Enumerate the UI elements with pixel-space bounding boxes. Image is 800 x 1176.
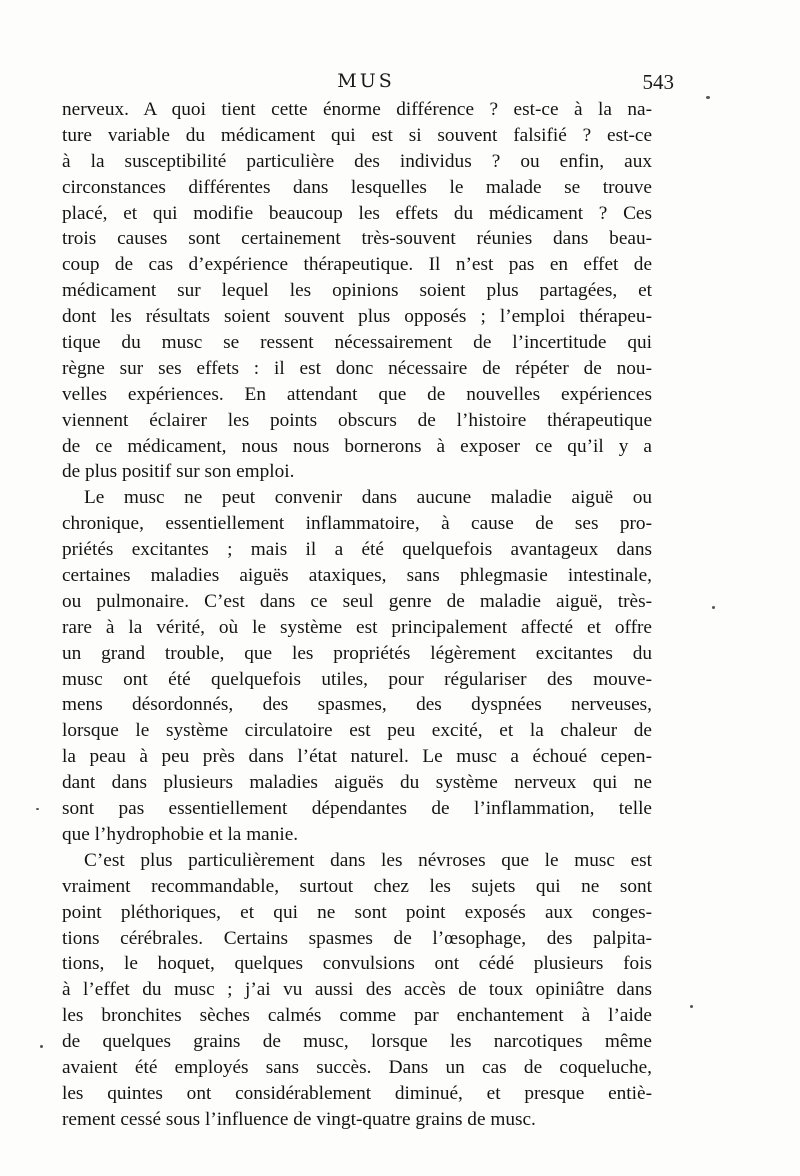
- text-line: vraiment recommandable, surtout chez les sujets qui ne sont: [62, 875, 652, 897]
- print-speck: [36, 808, 39, 810]
- text-line: priétés excitantes ; mais il a été quelquefois avantageux dans: [62, 539, 652, 561]
- text-line: Le musc ne peut convenir dans aucune maladie aiguë ou: [84, 487, 652, 509]
- text-line: coup de cas d’expérience thérapeutique. Il n’est pas en effet de: [62, 254, 652, 276]
- page-number: 543: [642, 70, 674, 94]
- text-line: un grand trouble, que les propriétés légèrement excitantes du: [62, 642, 652, 664]
- print-speck: [690, 1005, 693, 1008]
- text-line: rement cessé sous l’influence de vingt-quatre grains de musc.: [62, 1108, 536, 1130]
- text-line: à la susceptibilité particulière des individus ? ou enfin, aux: [62, 150, 652, 172]
- text-line: mens désordonnés, des spasmes, des dyspnées nerveuses,: [62, 694, 652, 716]
- text-line: règne sur ses effets : il est donc nécessaire de répéter de nou-: [62, 357, 652, 379]
- text-line: trois causes sont certainement très-souvent réunies dans beau-: [62, 228, 652, 250]
- text-line: sont pas essentiellement dépendantes de l’inflammation, telle: [62, 798, 652, 820]
- text-line: médicament sur lequel les opinions soient plus partagées, et: [62, 280, 652, 302]
- text-line: tique du musc se ressent nécessairement de l’incertitude qui: [62, 332, 652, 354]
- text-line: ou pulmonaire. C’est dans ce seul genre de maladie aiguë, très-: [62, 590, 652, 612]
- text-line: dont les résultats soient souvent plus opposés ; l’emploi thérapeu-: [62, 306, 652, 328]
- text-line: point pléthoriques, et qui ne sont point exposés aux conges-: [62, 901, 652, 923]
- text-line: de quelques grains de musc, lorsque les narcotiques même: [62, 1031, 652, 1053]
- text-line: C’est plus particulièrement dans les névroses que le musc est: [84, 849, 652, 871]
- text-line: la peau à peu près dans l’état naturel. Le musc a échoué cepen-: [62, 746, 652, 768]
- print-speck: [712, 606, 715, 609]
- text-line: musc ont été quelquefois utiles, pour régulariser des mouve-: [62, 668, 652, 690]
- text-line: rare à la vérité, où le système est principalement affecté et offre: [62, 616, 652, 638]
- text-line: certaines maladies aiguës ataxiques, sans phlegmasie intestinale,: [62, 565, 652, 587]
- text-line: tions, le hoquet, quelques convulsions ont cédé plusieurs fois: [62, 953, 652, 975]
- text-line: avaient été employés sans succès. Dans un cas de coqueluche,: [62, 1056, 652, 1078]
- text-line: de ce médicament, nous nous bornerons à exposer ce qu’il y a: [62, 435, 652, 457]
- running-head: MUS: [337, 70, 395, 92]
- text-line: nerveux. A quoi tient cette énorme différence ? est-ce à la na-: [62, 99, 652, 120]
- text-line: de plus positif sur son emploi.: [62, 461, 295, 483]
- text-line: dant dans plusieurs maladies aiguës du système nerveux qui ne: [62, 772, 652, 794]
- text-line: tions cérébrales. Certains spasmes de l’œsophage, des palpita-: [62, 927, 652, 949]
- text-line: lorsque le système circulatoire est peu excité, et la chaleur de: [62, 720, 652, 742]
- text-line: que l’hydrophobie et la manie.: [62, 823, 299, 845]
- paragraph: [62, 848, 652, 1133]
- text-line: circonstances différentes dans lesquelles le malade se trouve: [62, 176, 652, 198]
- paragraph: [62, 485, 652, 847]
- text-line: velles expériences. En attendant que de nouvelles expériences: [62, 383, 652, 405]
- text-line: les bronchites sèches calmés comme par enchantement à l’aide: [62, 1005, 652, 1027]
- text-line: chronique, essentiellement inflammatoire, à cause de ses pro-: [62, 513, 652, 535]
- paragraph: [62, 97, 652, 485]
- body-text: [62, 97, 652, 1133]
- print-speck: [706, 96, 710, 99]
- text-line: à l’effet du musc ; j’ai vu aussi des accès de toux opiniâtre dans: [62, 979, 652, 1001]
- text-line: placé, et qui modifie beaucoup les effets du médicament ? Ces: [62, 202, 652, 224]
- text-line: ture variable du médicament qui est si souvent falsifié ? est-ce: [62, 124, 652, 146]
- print-speck: [40, 1045, 43, 1048]
- text-line: viennent éclairer les points obscurs de l’histoire thérapeutique: [62, 409, 652, 431]
- text-line: les quintes ont considérablement diminué, et presque entiè-: [62, 1082, 652, 1104]
